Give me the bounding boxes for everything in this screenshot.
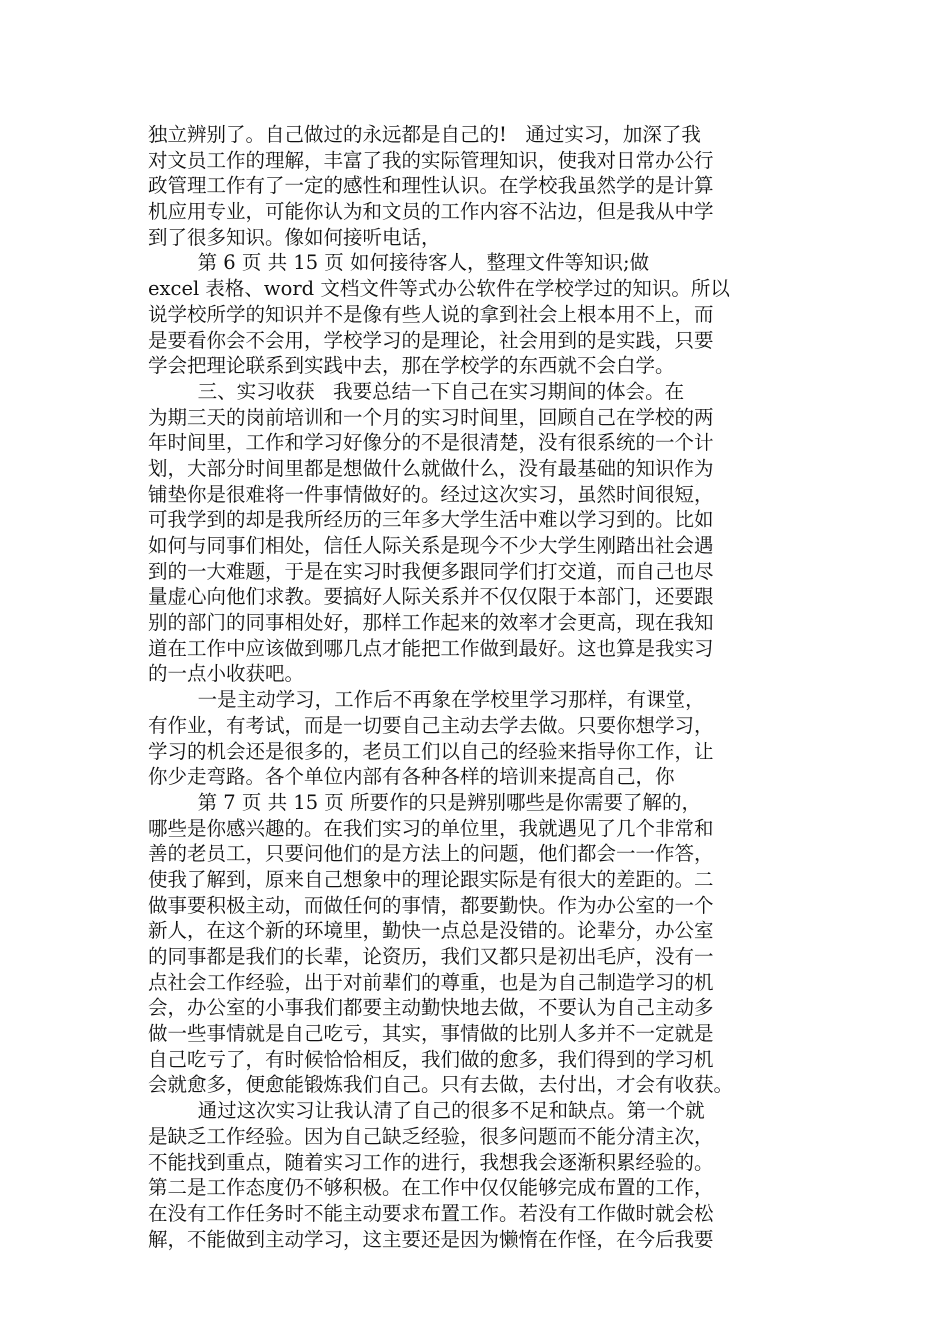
- text-line: 不能找到重点，随着实习工作的进行，我想我会逐渐积累经验的。: [148, 1150, 714, 1174]
- text-line: 点社会工作经验，出于对前辈们的尊重，也是为自己制造学习的机: [148, 970, 714, 994]
- text-line: 做事要积极主动，而做任何的事情，都要勤快。作为办公室的一个: [148, 893, 714, 917]
- text-line: 的一点小收获吧。: [148, 662, 305, 686]
- text-line: 第二是工作态度仍不够积极。在工作中仅仅能够完成布置的工作，: [148, 1176, 714, 1200]
- body-text: [148, 122, 818, 1252]
- text-line: 可我学到的却是我所经历的三年多大学生活中难以学习到的。比如: [148, 508, 714, 532]
- text-line: 哪些是你感兴趣的。在我们实习的单位里，我就遇见了几个非常和: [148, 816, 714, 840]
- text-line: 划，大部分时间里都是想做什么就做什么，没有最基础的知识作为: [148, 456, 714, 480]
- text-line: 政管理工作有了一定的感性和理性认识。在学校我虽然学的是计算: [148, 174, 714, 198]
- text-line: 对文员工作的理解，丰富了我的实际管理知识，使我对日常办公行: [148, 148, 714, 172]
- text-line: 铺垫你是很难将一件事情做好的。经过这次实习，虽然时间很短，: [148, 482, 714, 506]
- text-line: 的同事都是我们的长辈，论资历，我们又都只是初出毛庐，没有一: [148, 945, 714, 968]
- text-line: 你少走弯路。各个单位内部有各种各样的培训来提高自己，你: [148, 765, 675, 789]
- text-line: 为期三天的岗前培训和一个月的实习时间里，回顾自己在学校的两: [148, 405, 714, 429]
- text-line: 年时间里，工作和学习好像分的不是很清楚，没有很系统的一个计: [148, 431, 714, 455]
- text-line: 使我了解到，原来自己想象中的理论跟实际是有很大的差距的。二: [148, 867, 714, 891]
- text-line: 机应用专业，可能你认为和文员的工作内容不沾边，但是我从中学: [148, 200, 714, 224]
- text-line: 到的一大难题，于是在实习时我便多跟同学们打交道，而自己也尽: [148, 559, 714, 583]
- text-line: excel 表格、word 文档文件等式办公软件在学校学过的知识。所以: [148, 277, 730, 301]
- text-line: 善的老员工，只要问他们的是方法上的问题，他们都会一一作答，: [148, 842, 714, 866]
- text-line: 说学校所学的知识并不是像有些人说的拿到社会上根本用不上，而: [148, 302, 714, 326]
- text-line: 解，不能做到主动学习，这主要还是因为懒惰在作怪，在今后我要: [148, 1227, 714, 1251]
- text-line: 是缺乏工作经验。因为自己缺乏经验，很多问题而不能分清主次，: [148, 1124, 714, 1148]
- text-line: 学习的机会还是很多的，老员工们以自己的经验来指导你工作，让: [148, 739, 714, 763]
- text-line: 如何与同事们相处，信任人际关系是现今不少大学生刚踏出社会遇: [148, 534, 714, 557]
- text-line: 一是主动学习，工作后不再象在学校里学习那样，有课堂，: [148, 688, 705, 712]
- text-line: 会就愈多，便愈能锻炼我们自己。只有去做，去付出，才会有收获。: [148, 1073, 734, 1097]
- text-line: 独立辨别了。自己做过的永远都是自己的! 通过实习，加深了我: [148, 123, 701, 146]
- text-line: 量虚心向他们求教。要搞好人际关系并不仅仅限于本部门，还要跟: [148, 585, 714, 609]
- text-line: 学会把理论联系到实践中去，那在学校学的东西就不会白学。: [148, 354, 675, 378]
- text-line: 在没有工作任务时不能主动要求布置工作。若没有工作做时就会松: [148, 1201, 714, 1225]
- text-line: 是要看你会不会用，学校学习的是理论，社会用到的是实践，只要: [148, 328, 714, 352]
- text-line: 道在工作中应该做到哪几点才能把工作做到最好。这也算是我实习: [148, 636, 714, 660]
- page-marker-line: 第 7 页 共 15 页 所要作的只是辨别哪些是你需要了解的，: [148, 790, 701, 814]
- text-line: 别的部门的同事相处好，那样工作起来的效率才会更高，现在我知: [148, 611, 714, 635]
- section-heading-line: 三、实习收获 我要总结一下自己在实习期间的体会。在: [148, 379, 685, 403]
- text-line: 通过这次实习让我认清了自己的很多不足和缺点。第一个就: [148, 1099, 705, 1123]
- text-line: 自己吃亏了，有时候恰恰相反，我们做的愈多，我们得到的学习机: [148, 1047, 714, 1071]
- text-line: 做一些事情就是自己吃亏，其实，事情做的比别人多并不一定就是: [148, 1022, 714, 1046]
- text-line: 新人，在这个新的环境里，勤快一点总是没错的。论辈分，办公室: [148, 919, 714, 943]
- text-line: 到了很多知识。像如何接听电话，: [148, 225, 441, 249]
- page-marker-line: 第 6 页 共 15 页 如何接待客人，整理文件等知识;做: [148, 251, 650, 275]
- text-line: 会，办公室的小事我们都要主动勤快地去做，不要认为自己主动多: [148, 996, 714, 1020]
- text-line: 有作业，有考试，而是一切要自己主动去学去做。只要你想学习，: [148, 713, 714, 737]
